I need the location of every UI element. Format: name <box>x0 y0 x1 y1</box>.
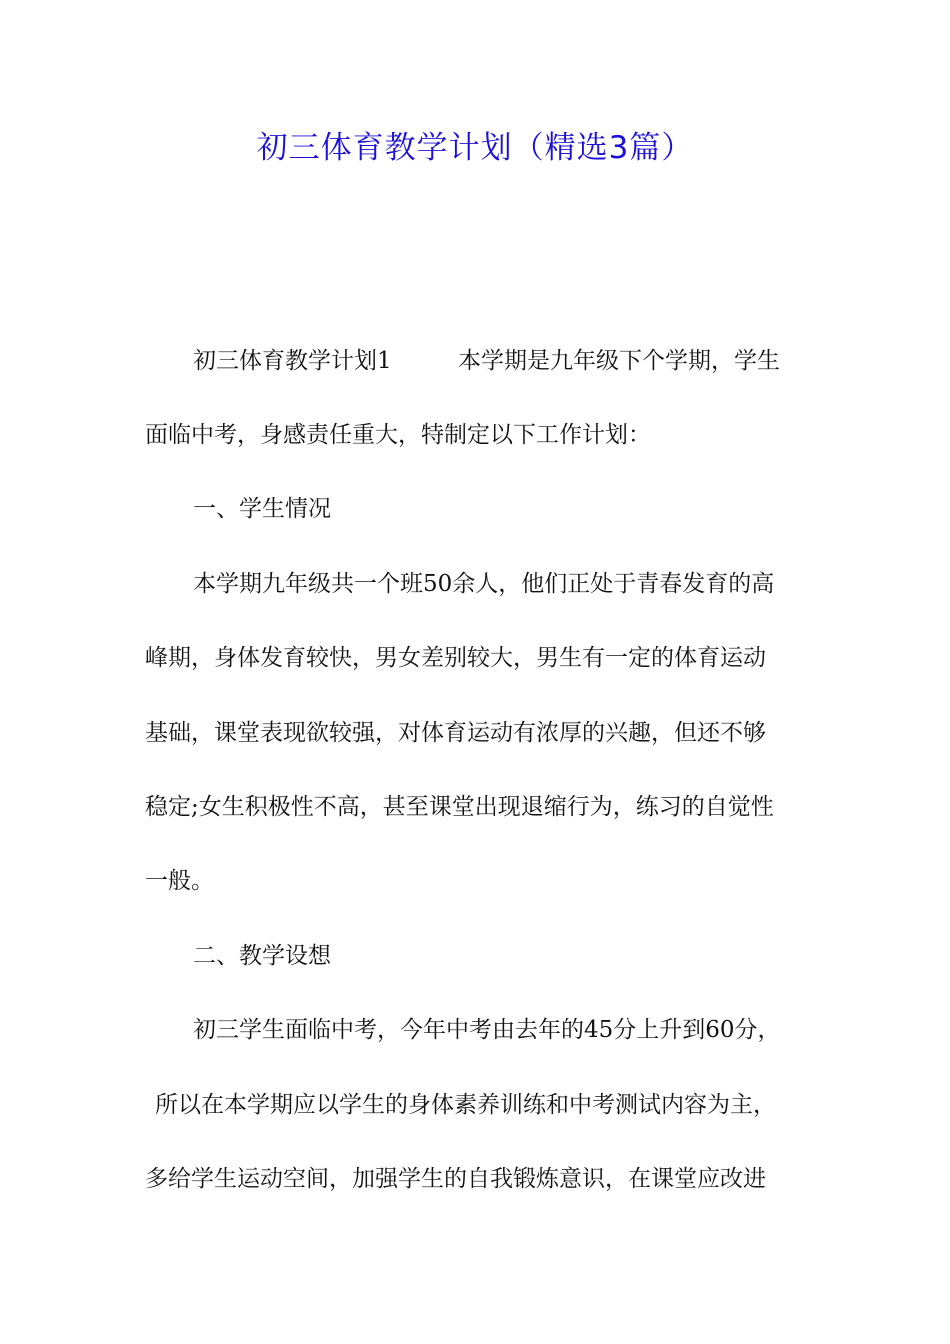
plan-1-heading: 初三体育教学计划1 <box>193 348 392 374</box>
body-line: 面临中考，身感责任重大，特制定以下工作计划： <box>145 422 651 448</box>
body-line: 本学期是九年级下个学期，学生 <box>458 348 780 374</box>
document-title: 初三体育教学计划（精选3篇） <box>256 130 694 166</box>
body-line: 基础，课堂表现欲较强，对体育运动有浓厚的兴趣，但还不够 <box>145 720 766 746</box>
body-line: 峰期，身体发育较快，男女差别较大，男生有一定的体育运动 <box>145 645 766 671</box>
section-heading-students: 一、学生情况 <box>193 496 331 522</box>
body-line: 多给学生运动空间，加强学生的自我锻炼意识，在课堂应改进 <box>145 1166 766 1192</box>
body-line: 稳定;女生积极性不高，甚至课堂出现退缩行为，练习的自觉性 <box>145 794 774 820</box>
body-line: 初三学生面临中考，今年中考由去年的45分上升到60分， <box>193 1017 781 1043</box>
body-line: 一般。 <box>145 868 214 894</box>
body-line: 所以在本学期应以学生的身体素养训练和中考测试内容为主， <box>155 1092 776 1118</box>
body-line: 本学期九年级共一个班50余人，他们正处于青春发育的高 <box>193 571 775 597</box>
section-heading-teaching: 二、教学设想 <box>193 943 331 969</box>
